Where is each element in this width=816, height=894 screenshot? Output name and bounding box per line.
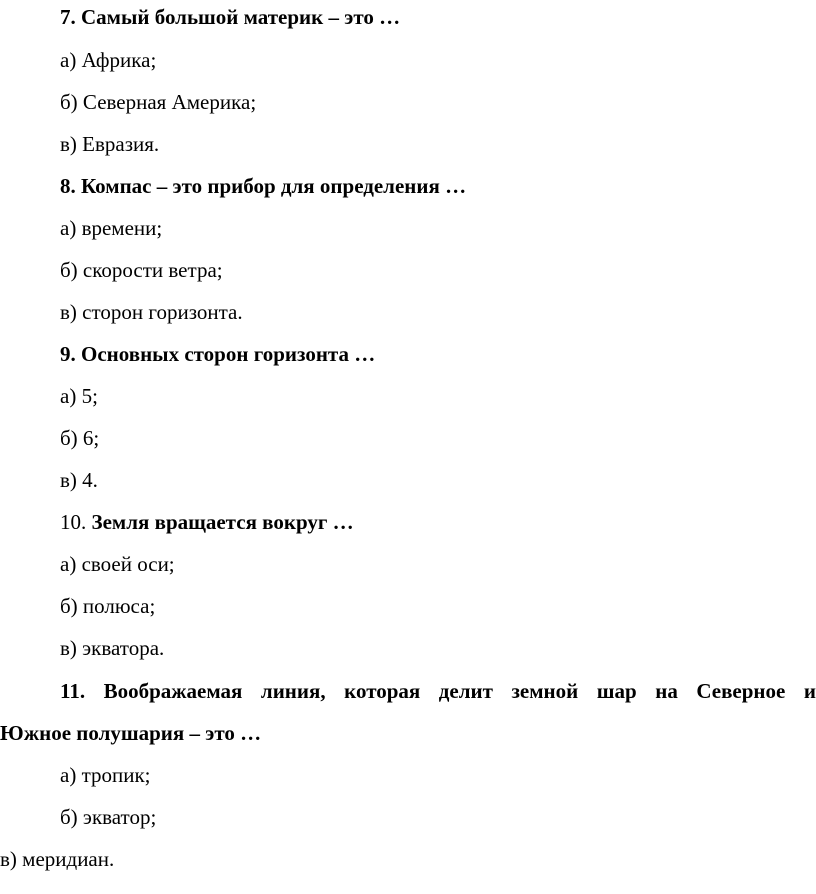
question-10-option-b: б) полюса; (60, 594, 156, 618)
question-10-option-c: в) экватора. (60, 636, 165, 660)
question-9-option-c: в) 4. (60, 468, 98, 492)
question-8-option-c: в) сторон горизонта. (60, 300, 243, 324)
question-10 (60, 512, 354, 533)
question-8: 8. Компас – это прибор для определения … (60, 174, 467, 198)
question-11-line2: Южное полушария – это … (0, 721, 262, 745)
question-7-option-c: в) Евразия. (60, 132, 160, 156)
question-7-option-b: б) Северная Америка; (60, 90, 257, 114)
question-11-option-a: а) тропик; (60, 763, 151, 787)
question-9-option-b: б) 6; (60, 426, 100, 450)
question-7-option-a: а) Африка; (60, 48, 157, 72)
question-9-option-a: а) 5; (60, 384, 98, 408)
question-10-text: Земля вращается вокруг … (91, 510, 354, 534)
question-8-option-b: б) скорости ветра; (60, 258, 223, 282)
question-8-option-a: а) времени; (60, 216, 163, 240)
question-10-number: 10. (60, 510, 87, 534)
question-9: 9. Основных сторон горизонта … (60, 342, 376, 366)
question-7: 7. Самый большой материк – это … (60, 5, 401, 29)
question-10-option-a: а) своей оси; (60, 552, 175, 576)
question-11-line1: 11. Воображаемая линия, которая делит земной шар на Северное и (60, 679, 816, 703)
question-11-option-c: в) меридиан. (0, 847, 115, 871)
question-11-option-b: б) экватор; (60, 805, 157, 829)
